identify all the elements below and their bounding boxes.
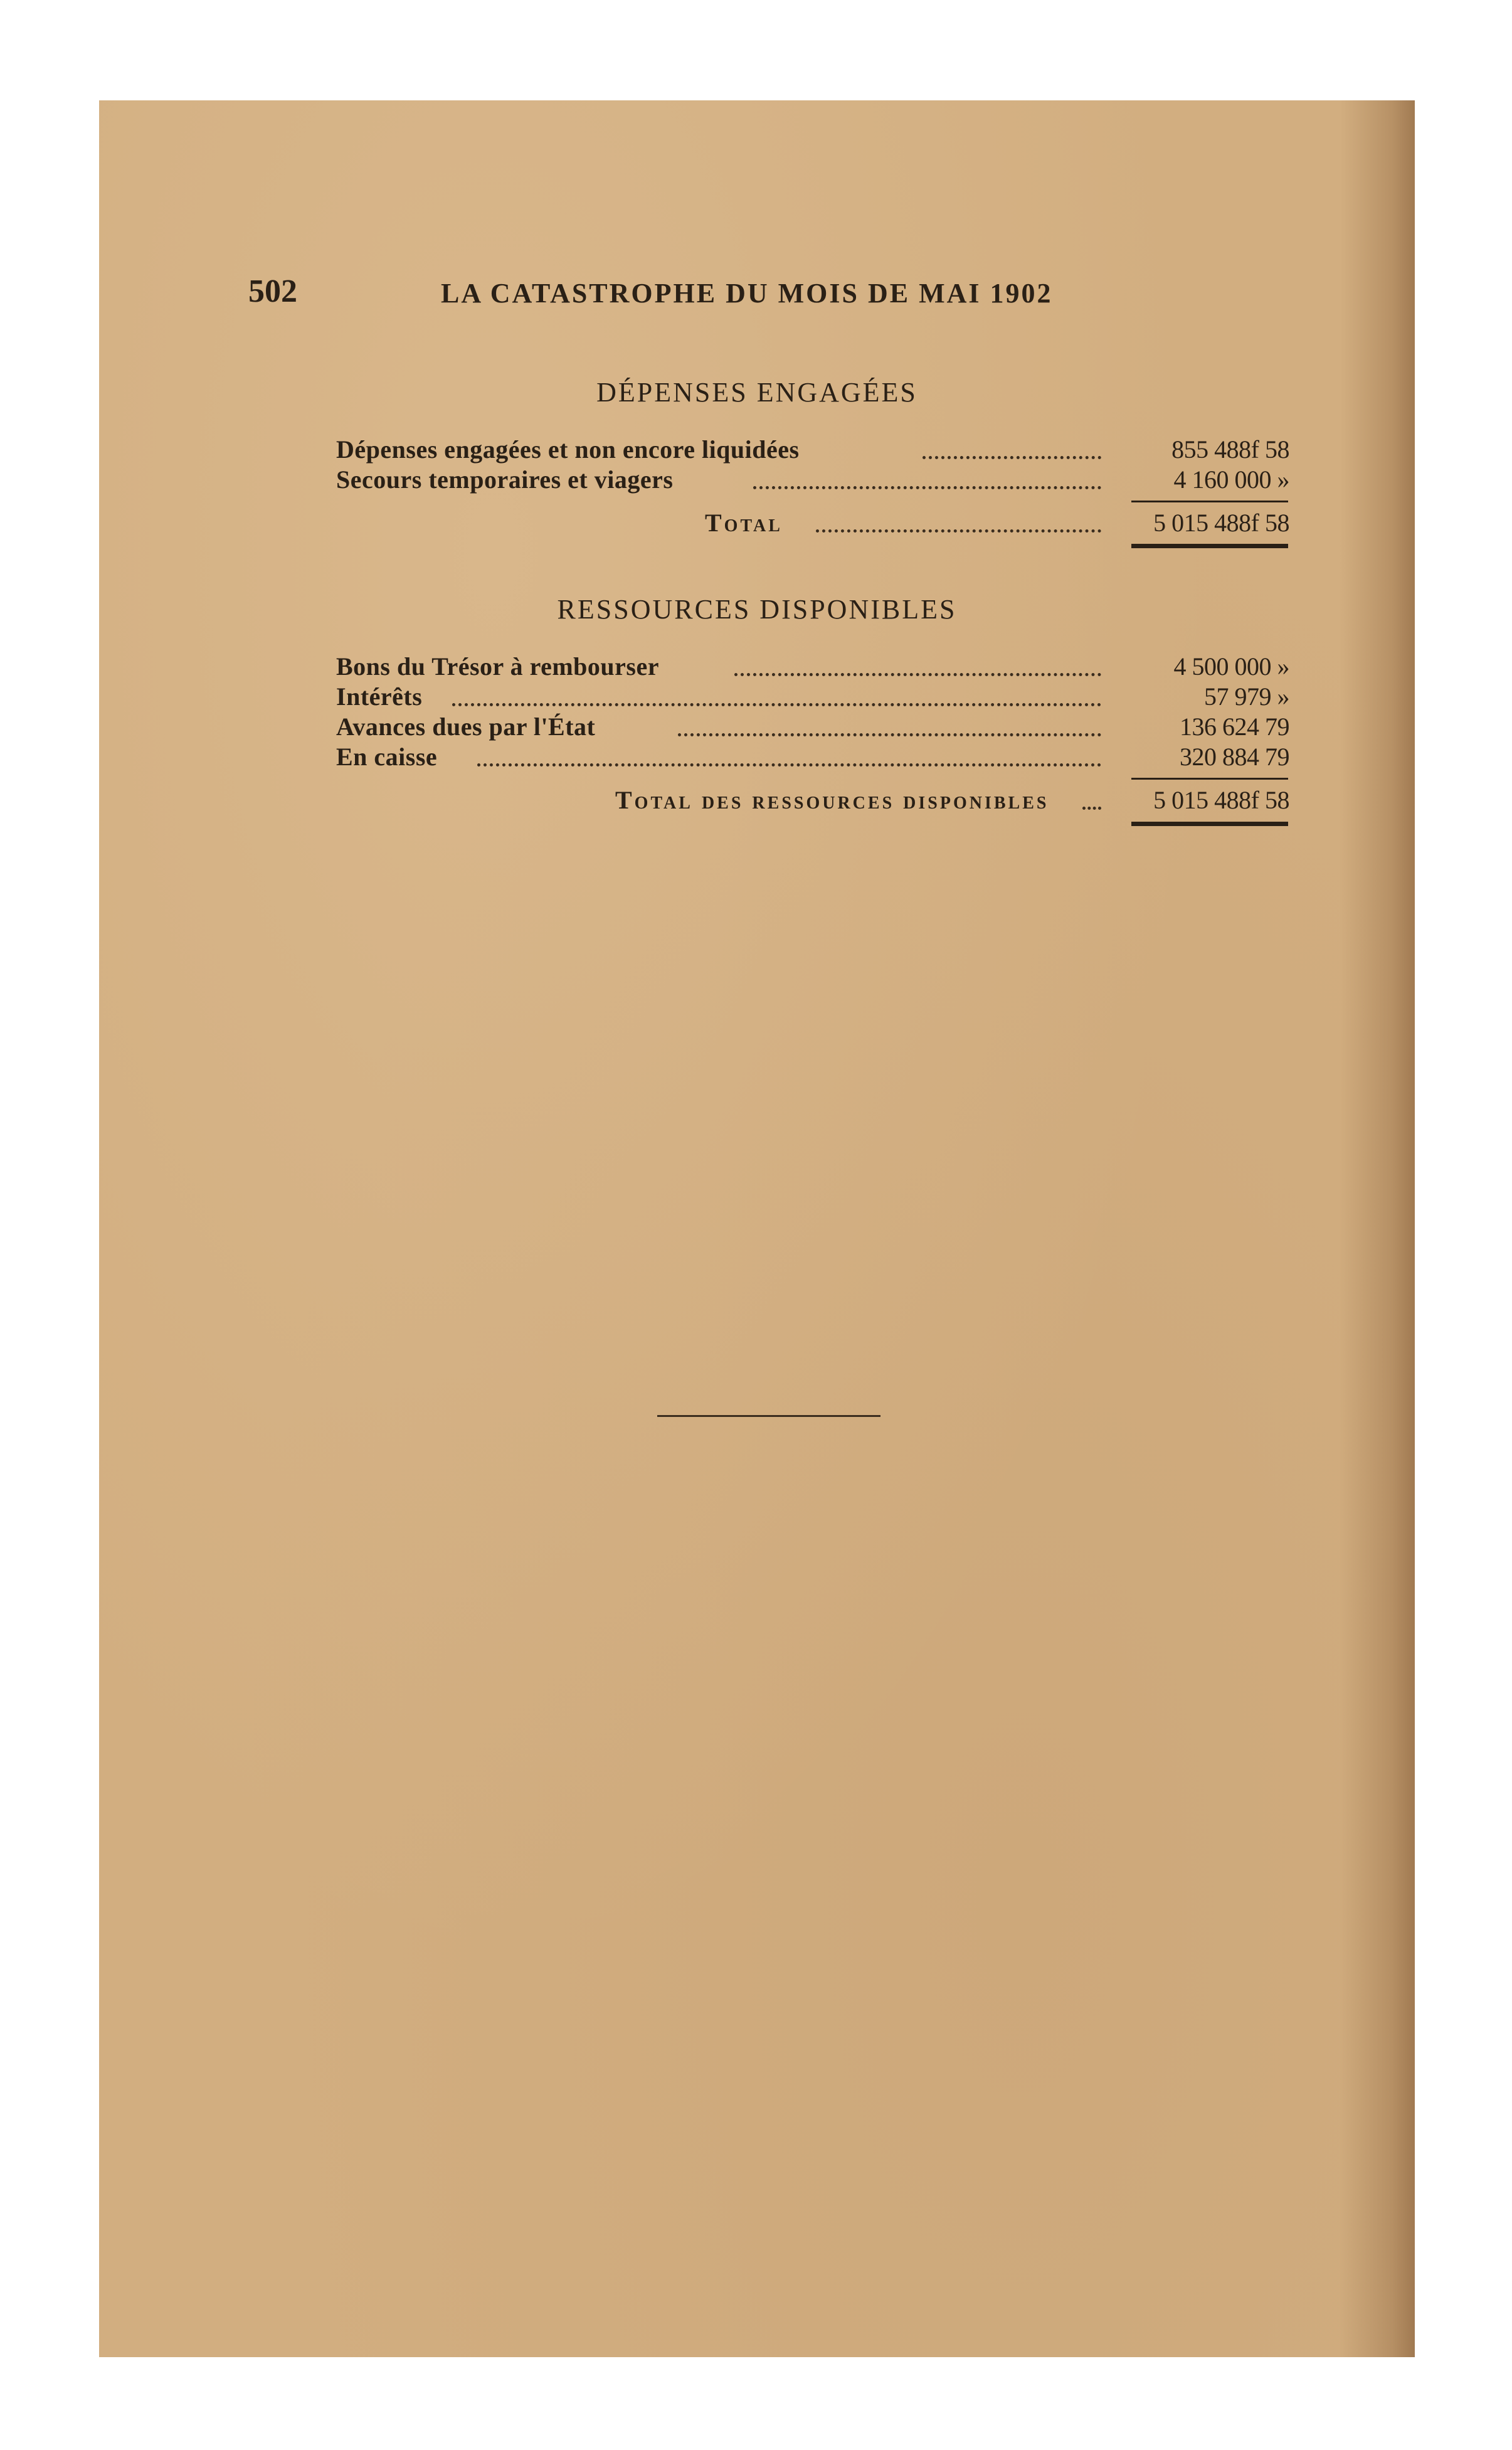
row-amount: 57 979 » [1204,682,1289,711]
row-label: Intérêts [336,682,423,711]
row-label: Avances dues par l'État [336,713,596,741]
leader-dots [734,643,1101,676]
total-double-rule [1131,822,1288,826]
section-title-ressources: RESSOURCES DISPONIBLES [557,594,957,625]
section-title-depenses: DÉPENSES ENGAGÉES [596,377,917,408]
row-label: En caisse [336,743,438,771]
total-amount: 5 015 488f 58 [1153,509,1289,537]
row-amount: 136 624 79 [1180,713,1289,741]
row-label: Dépenses engagées et non encore liquidées [336,435,800,464]
total-label: Total [705,509,783,537]
page-number: 502 [248,273,297,309]
leader-dots [923,426,1101,459]
leader-dots [452,673,1101,706]
sum-rule [1131,501,1288,502]
ressources-total-row [336,785,1289,815]
ressources-row [336,742,1289,772]
leader-dots [1082,777,1101,810]
row-amount: 855 488f 58 [1171,435,1289,464]
leader-dots [753,456,1101,489]
page-gutter-shadow [1340,100,1415,2357]
running-title: LA CATASTROPHE DU MOIS DE MAI 1902 [441,278,1053,309]
row-amount: 320 884 79 [1180,743,1289,771]
book-page [99,100,1415,2357]
row-label: Secours temporaires et viagers [336,465,674,494]
total-amount: 5 015 488f 58 [1153,786,1289,814]
sum-rule [1131,778,1288,780]
end-of-chapter-rule [657,1415,880,1417]
row-label: Bons du Trésor à rembourser [336,652,660,681]
leader-dots [477,733,1101,766]
total-label: Total des ressources disponibles [615,786,1049,814]
leader-dots [678,703,1101,736]
row-amount: 4 500 000 » [1173,652,1289,681]
row-amount: 4 160 000 » [1173,465,1289,494]
total-double-rule [1131,544,1288,548]
depenses-total-row [336,508,1289,538]
depenses-row [336,465,1289,495]
leader-dots [816,499,1101,533]
